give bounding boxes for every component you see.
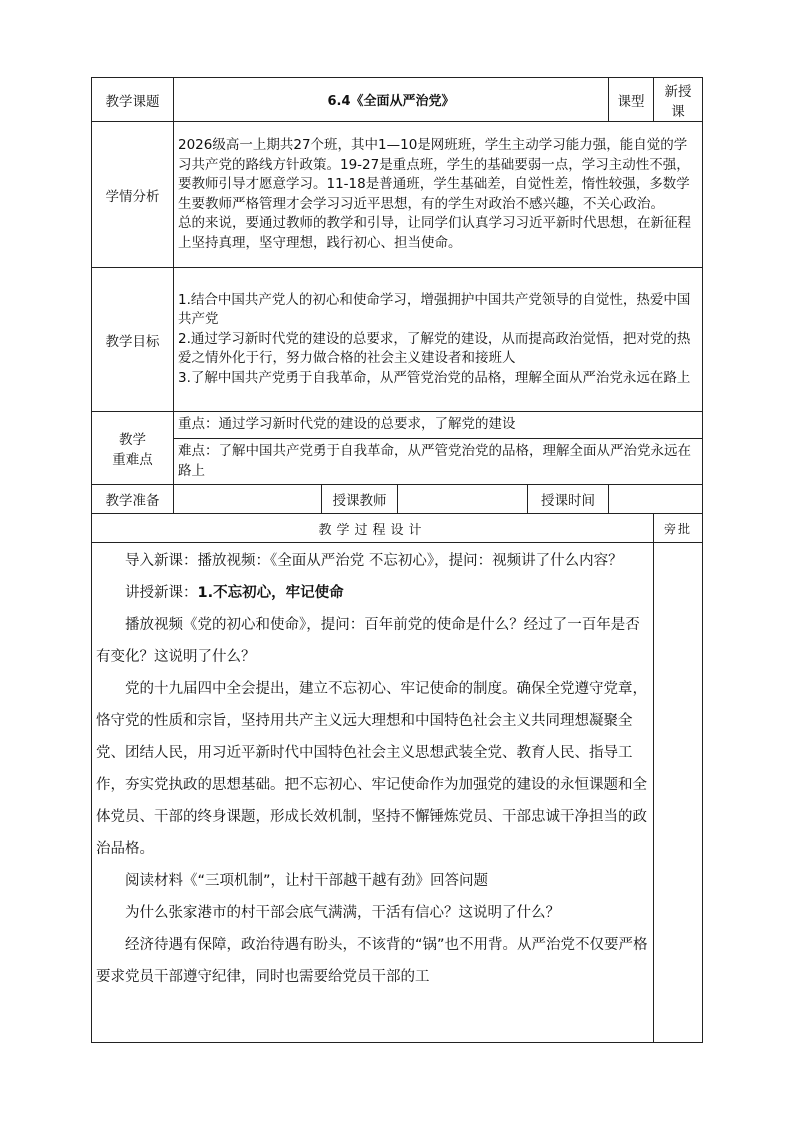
- goals-label: 教学目标: [92, 268, 174, 412]
- process-title: 教学过程设计: [92, 514, 654, 543]
- topic-value: 6.4《全面从严治党》: [174, 78, 609, 122]
- section-heading: 1.不忘初心，牢记使命: [197, 585, 344, 601]
- key-point: 重点：通过学习新时代党的建设的总要求，了解党的建设: [174, 412, 703, 439]
- goal-item: 2.通过学习新时代党的建设的总要求，了解党的建设，从而提高政治觉悟，把对党的热爱之情外化于行，努力做合格的社会主义建设者和接班人: [178, 330, 691, 367]
- analysis-paragraph: 2026级高一上期共27个班，其中1—10是网班班，学生主动学习能力强，能自觉的学习共产党的路线方针政策。19-27是重点班，学生的基础要弱一点，学习主动性不强，要教师引导才愿意学习。11-18是普通班，学生基础差，自觉性差，惰性较强，多数学生要教师严格管理才会学习习近平思想，有的学生对政治不感兴趣，不关心政治。: [178, 137, 690, 212]
- process-paragraph: 讲授新课：1.不忘初心，牢记使命: [125, 585, 344, 601]
- prep-label: 教学准备: [92, 485, 174, 514]
- process-paragraph: 播放视频《党的初心和使命》，提问：百年前党的使命是什么？经过了一百年是否有变化？这说明了什么？: [96, 617, 640, 665]
- teacher-value: [398, 485, 528, 514]
- topic-label: 教学课题: [92, 78, 174, 122]
- process-paragraph: 为什么张家港市的村干部会底气满满，干活有信心？这说明了什么？: [125, 905, 560, 921]
- time-value: [609, 485, 703, 514]
- type-value: 新授课: [654, 78, 703, 122]
- keypoints-label: 教学 重难点: [92, 412, 174, 485]
- goal-item: 1.结合中国共产党人的初心和使命学习，增强拥护中国共产党领导的自觉性，热爱中国共产党: [178, 291, 691, 328]
- side-notes-title: 旁批: [654, 514, 703, 543]
- process-paragraph: 阅读材料《“三项机制”，让村干部越干越有劲》回答问题: [125, 873, 489, 889]
- process-paragraph: 经济待遇有保障，政治待遇有盼头，不该背的“锅”也不用背。从严治党不仅要严格要求党员干部遵守纪律，同时也需要给党员干部的工: [96, 937, 648, 985]
- type-label: 课型: [609, 78, 654, 122]
- side-notes-cell: [654, 543, 703, 1043]
- analysis-paragraph: 总的来说，要通过教师的教学和引导，让同学们认真学习习近平新时代思想，在新征程上坚持真理，坚守理想，践行初心、担当使命。: [178, 215, 691, 251]
- analysis-content: [174, 122, 703, 268]
- process-paragraph: 党的十九届四中全会提出，建立不忘初心、牢记使命的制度。确保全党遵守党章，恪守党的性质和宗旨，坚持用共产主义远大理想和中国特色社会主义共同理想凝聚全党、团结人民，用习近平新时代中国特色社会主义思想武装全党、教育人民、指导工作，夯实党执政的思想基础。把不忘初心、牢记使命作为加强党的建设的永恒课题和全体党员、干部的终身课题，形成长效机制，坚持不懈锤炼党员、干部忠诚干净担当的政治品格。: [96, 681, 647, 857]
- goal-item: 3.了解中国共产党勇于自我革命，从严管党治党的品格，理解全面从严治党永远在路上: [178, 369, 691, 386]
- process-body: [92, 543, 654, 1043]
- teacher-label: 授课教师: [322, 485, 398, 514]
- goals-content: [174, 268, 703, 412]
- prep-value: [174, 485, 322, 514]
- time-label: 授课时间: [528, 485, 609, 514]
- process-paragraph: 导入新课：播放视频：《全面从严治党 不忘初心》，提问：视频讲了什么内容？: [125, 553, 623, 569]
- lesson-plan-table: [91, 77, 703, 1043]
- difficult-point: 难点：了解中国共产党勇于自我革命，从严管党治党的品格，理解全面从严治党永远在路上: [174, 439, 703, 485]
- analysis-label: 学情分析: [92, 122, 174, 268]
